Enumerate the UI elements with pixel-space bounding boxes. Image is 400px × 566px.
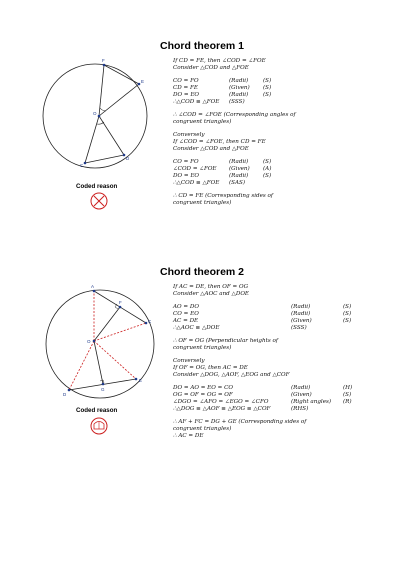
proof-line: [173, 318, 395, 325]
proof-statement: ∠DGO = ∠AFO = ∠EGO = ∠CFO: [173, 399, 269, 405]
proof-text-line: congruent triangles): [173, 345, 232, 352]
proof-statement: ∴△DOG ≡ △AOF ≡ △EOG ≡ △COF: [173, 406, 271, 413]
proof-statement: AO = DO: [173, 303, 199, 310]
proof-line: [173, 385, 395, 392]
theorem2-circle: [46, 290, 154, 398]
proof-reason: (Radii): [229, 173, 249, 179]
right-angle-f: [115, 304, 118, 309]
proof-text-line: Consider △AOC and △DOE: [173, 291, 249, 298]
proof-code: (S): [343, 318, 352, 325]
proof-statement: CO = FO: [173, 158, 199, 165]
point-g: [102, 383, 105, 386]
label-f: F: [102, 58, 105, 63]
proof-text-line: ∴ AC = DE: [173, 433, 204, 440]
radius-oe: [94, 341, 136, 379]
proof-reason: (SSS): [229, 99, 245, 106]
theorem2-coded-reason-icon: [89, 416, 109, 436]
point-f: [119, 306, 122, 309]
proof-text-line: ∴ AF + FC = DG + GE (Corresponding sides of: [173, 418, 307, 425]
label-a: A: [91, 284, 95, 289]
proof-text-line: ∴ CD = FE (Corresponding sides of: [173, 192, 273, 199]
label-d: D: [63, 392, 67, 397]
label-g: G: [101, 387, 105, 392]
proof-reason: (Radii): [229, 158, 249, 165]
proof-reason: (Given): [291, 391, 312, 398]
proof-text-line: Consider △DOG, △AOF, △EOG and △COF: [173, 372, 290, 379]
proof-reason: (SSS): [291, 325, 307, 332]
proof-reason: (Radii): [229, 77, 249, 84]
proof-text-line: congruent triangles): [173, 425, 232, 432]
proof-code: (S): [343, 303, 352, 310]
proof-reason: (RHS): [291, 406, 309, 413]
proof-code: (H): [343, 384, 353, 391]
proof-line: [173, 325, 395, 332]
proof-code: (S): [263, 92, 272, 99]
proof-text-line: If CD = FE, then ∠COD = ∠FOE: [173, 58, 266, 64]
proof-text-line: If AC = DE, then OF = OG: [173, 284, 249, 290]
proof-code: (S): [263, 84, 272, 91]
proof-line: [173, 304, 395, 311]
proof-text-line: If ∠COD = ∠FOE, then CD = FE: [173, 138, 266, 145]
proof-code: [343, 406, 363, 413]
proof-code: (S): [263, 77, 272, 84]
proof-text-line: If OF = OG, then AC = DE: [173, 364, 248, 371]
label-c: C: [148, 319, 152, 324]
label-e: E: [139, 378, 143, 383]
point-e: [135, 378, 138, 381]
label-e: E: [141, 79, 145, 84]
proof-statement: CO = FO: [173, 77, 199, 84]
proof-statement: ∠COD = ∠FOE: [173, 165, 217, 172]
proof-text-line: Consider △COD and △FOE: [173, 65, 249, 72]
proof-reason: (Radii): [291, 303, 311, 310]
theorem2-coded-reason-label: Coded reason: [76, 407, 118, 414]
label-d: D: [126, 156, 130, 161]
point-c: [145, 322, 148, 325]
proof-text-line: congruent triangles): [173, 199, 232, 206]
proof-statement: CO = EO: [173, 310, 199, 317]
proof-statement: DO = EO: [173, 92, 199, 99]
perp-og: [94, 341, 103, 384]
radius-od: [69, 341, 94, 390]
proof-reason: (Radii): [291, 310, 311, 317]
theorem1-coded-reason-label: Coded reason: [76, 183, 118, 190]
proof-line: [173, 392, 395, 399]
proof-statement: OG = OF = OG = OF: [173, 391, 233, 398]
proof-text-line: Consider △COD and △FOE: [173, 146, 249, 153]
point-d: [68, 389, 71, 392]
point-o: [93, 340, 96, 343]
proof-statement: DO = EO: [173, 173, 199, 179]
proof-statement: CD = FE: [173, 84, 198, 91]
proof-code: (S): [263, 173, 272, 179]
proof-statement: DO = AO = EO = CO: [173, 384, 233, 391]
proof-statement: ∴△COD ≡ △FOE: [173, 99, 220, 106]
proof-reason: (Radii): [229, 92, 249, 99]
radius-oc: [94, 323, 146, 341]
proof-text-line: ∴ OF = OG (Perpendicular heights of: [173, 337, 278, 344]
right-angle-g: [100, 380, 104, 383]
proof-line: [173, 399, 395, 406]
proof-reason: (Given): [229, 84, 250, 91]
perp-of: [94, 307, 120, 341]
proof-code: (S): [343, 310, 352, 317]
proof-code: (S): [343, 391, 352, 398]
label-c: C: [80, 163, 84, 168]
theorem2-title: Chord theorem 2: [160, 266, 245, 278]
proof-text-line: congruent triangles): [173, 119, 232, 126]
proof-statement: ∴△AOC ≡ △DOE: [173, 325, 220, 332]
label-o: O: [93, 111, 97, 116]
proof-line: [173, 311, 395, 318]
proof-reason: (Given): [229, 165, 250, 172]
proof-text-line: Conversely: [173, 357, 205, 364]
proof-line: [173, 406, 395, 413]
proof-text-line: Conversely: [173, 131, 205, 138]
proof-code: [343, 325, 363, 332]
label-f: F: [119, 300, 122, 305]
proof-text-line: ∴ ∠COD = ∠FOE (Corresponding angles of: [173, 111, 296, 118]
proof-reason: (Right angles): [291, 399, 332, 405]
proof-reason: (SAS): [229, 180, 246, 187]
point-a: [93, 290, 96, 293]
proof-code: (R): [343, 399, 352, 405]
proof-statement: AC = DE: [173, 318, 199, 325]
proof-statement: ∴△COD ≡ △FOE: [173, 180, 220, 187]
proof-reason: (Radii): [291, 384, 311, 391]
theorem2-proof: [173, 284, 395, 440]
proof-code: (A): [263, 165, 272, 172]
theorem1-title: Chord theorem 1: [160, 40, 245, 52]
proof-code: (S): [263, 158, 272, 165]
proof-reason: (Given): [291, 318, 312, 325]
label-o: O: [87, 339, 91, 344]
